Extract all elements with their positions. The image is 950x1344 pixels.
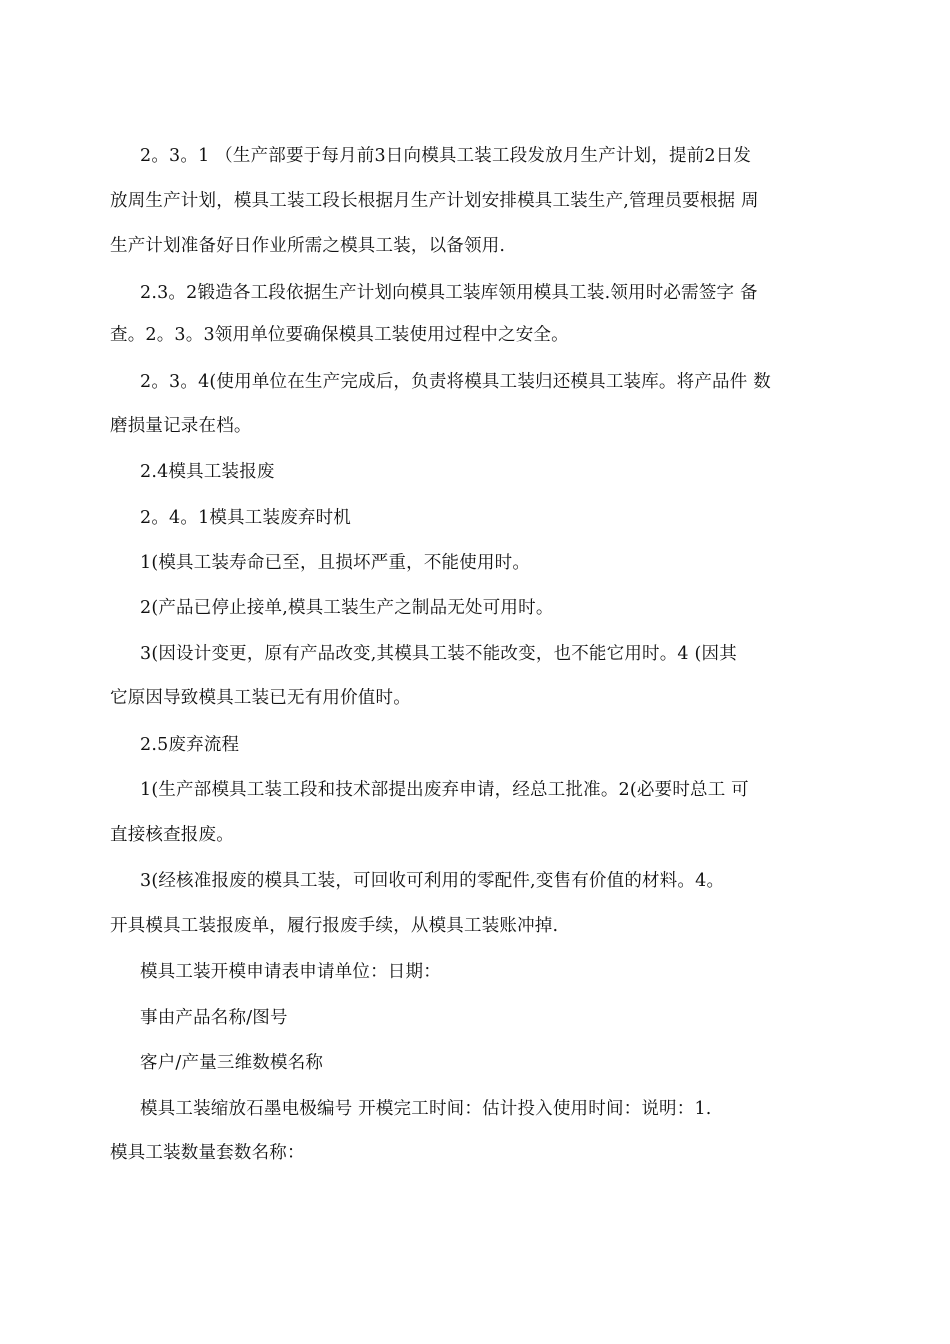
text-line: 模具工装缩放石墨电极编号 开模完工时间：估计投入使用时间：说明：1. (140, 1099, 712, 1119)
text-line: 开具模具工装报废单，履行报废手续，从模具工装账冲掉. (110, 916, 559, 936)
text-line: 生产计划准备好日作业所需之模具工装，以备领用. (110, 236, 506, 256)
text-line: 磨损量记录在档。 (110, 416, 252, 436)
text-line: 事由产品名称/图号 (140, 1008, 288, 1028)
subsection-heading: 2。4。1模具工装废弃时机 (140, 508, 352, 528)
text-line: 1(模具工装寿命已至，且损坏严重，不能使用时。 (140, 553, 531, 573)
text-line: 它原因导致模具工装已无有用价值时。 (110, 688, 411, 708)
text-line: 2.3。2锻造各工段依据生产计划向模具工装库领用模具工装.领用时必需签字 备 (140, 283, 758, 303)
text-line: 2。3。1 （生产部要于每月前3日向模具工装工段发放月生产计划，提前2日发 (140, 146, 752, 166)
text-line: 2(产品已停止接单,模具工装生产之制品无处可用时。 (140, 598, 554, 618)
text-line: 3(因设计变更，原有产品改变,其模具工装不能改变，也不能它用时。4 (因其 (140, 644, 737, 664)
text-line: 模具工装数量套数名称： (110, 1143, 305, 1163)
section-heading: 2.5废弃流程 (140, 735, 240, 755)
text-line: 3(经核准报废的模具工装，可回收可利用的零配件,变售有价值的材料。4。 (140, 871, 725, 891)
text-line: 放周生产计划，模具工装工段长根据月生产计划安排模具工装生产,管理员要根据 周 (110, 191, 759, 211)
section-heading: 2.4模具工装报废 (140, 462, 275, 482)
text-line: 2。3。4(使用单位在生产完成后，负责将模具工装归还模具工装库。将产品件 数 (140, 372, 771, 392)
text-line: 查。2。3。3领用单位要确保模具工装使用过程中之安全。 (110, 325, 569, 345)
text-line: 客户/产量三维数模名称 (140, 1053, 324, 1073)
text-line: 直接核查报废。 (110, 825, 234, 845)
text-line: 1(生产部模具工装工段和技术部提出废弃申请，经总工批准。2(必要时总工 可 (140, 780, 749, 800)
text-line: 模具工装开模申请表申请单位：日期： (140, 962, 441, 982)
